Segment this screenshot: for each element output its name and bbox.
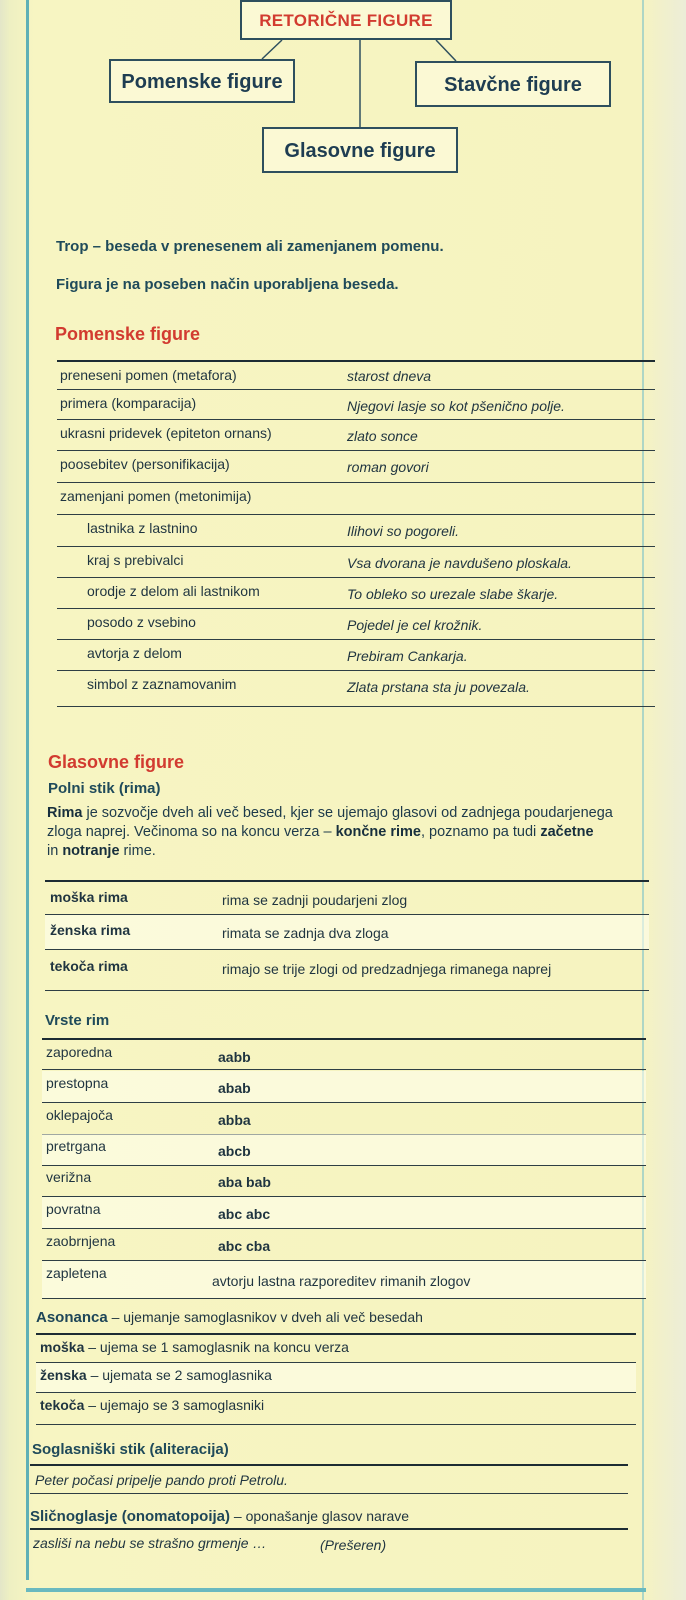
pomenske-term: poosebitev (personifikacija) (60, 456, 230, 472)
vrste-term: zaporedna (46, 1044, 113, 1060)
vrste-pattern: abab (218, 1080, 251, 1096)
vrste-pattern: abba (218, 1112, 251, 1128)
onomatopoija-desc: – oponašanje glasov narave (230, 1508, 410, 1524)
pomenske-term: simbol z zaznamovanim (87, 676, 237, 692)
rima-row (45, 951, 649, 991)
rima-row (45, 915, 649, 950)
pomenske-example: Vsa dvorana je navdušeno ploskala. (347, 555, 572, 571)
vrste-pattern: abc abc (218, 1206, 271, 1222)
pomenske-example: Zlata prstana sta ju povezala. (347, 679, 530, 695)
asonanca-row (36, 1393, 636, 1425)
pomenske-example: Prebiram Cankarja. (347, 648, 468, 664)
pomenske-row (57, 578, 655, 609)
rima-line-3a: in (47, 843, 63, 859)
vrste-term: verižna (46, 1169, 92, 1185)
trop-definition: Trop – beseda v prenesenem ali zamenjanem pomenu. (56, 238, 444, 255)
onomatopoija-example: zasliši na nebu se strašno grmenje … (33, 1535, 267, 1551)
pomenske-example: zlato sonce (347, 428, 418, 444)
koncne-rime: končne rime (335, 824, 421, 840)
pomenske-row (57, 609, 655, 640)
asonanca-desc: – ujemanje samoglasnikov v dveh ali več besedah (107, 1309, 423, 1325)
asonanca-item (40, 1367, 272, 1383)
pomenske-term: orodje z delom ali lastnikom (87, 583, 260, 599)
right-edge-stripe (642, 0, 644, 1600)
asonanca-item (40, 1339, 349, 1355)
pomenske-term: avtorja z delom (87, 645, 182, 661)
figura-definition: Figura je na poseben način uporabljena beseda. (56, 276, 399, 293)
connector-right (436, 40, 456, 61)
pomenske-row (57, 671, 655, 707)
rima-term: Rima (47, 805, 83, 821)
pomenske-row (57, 420, 655, 451)
rima-desc: rimajo se trije zlogi od predzadnjega rimanega naprej (222, 961, 552, 977)
rima-line-2b: , poznamo pa tudi (421, 824, 541, 840)
vrste-pattern: aba bab (218, 1174, 271, 1190)
pomenske-term: kraj s prebivalci (87, 552, 184, 568)
asonanca-item-term: tekoča (40, 1397, 85, 1413)
rima-type: tekoča rima (50, 958, 128, 974)
bottom-edge-stripe (26, 1588, 646, 1592)
rima-line-2a: zloga naprej. Večinoma so na koncu verza – (47, 824, 336, 840)
rima-type: moška rima (50, 889, 128, 905)
vrste-row (42, 1103, 646, 1135)
vrste-term: zaobrnjena (46, 1233, 116, 1249)
rima-desc: rima se zadnji poudarjeni zlog (222, 892, 408, 908)
pomenske-row (57, 360, 655, 390)
pomenske-row (57, 390, 655, 420)
rima-line-1: je sozvočje dveh ali več besed, kjer se ujemajo glasovi od zadnjega poudarjenega (82, 805, 613, 821)
zacetne: začetne (540, 824, 594, 840)
onomatopoija-line (30, 1508, 409, 1525)
vrste-term: povratna (46, 1201, 101, 1217)
vrste-pattern: abc cba (218, 1238, 271, 1254)
vrste-term: oklepajoča (46, 1107, 113, 1123)
connector-left (262, 40, 282, 59)
rima-type: ženska rima (50, 922, 131, 938)
pomenske-example: Pojedel je cel krožnik. (347, 617, 483, 633)
asonanca-row (36, 1363, 636, 1393)
rima-row (45, 880, 649, 915)
onomatopoija-term: Sličnoglasje (onomatopoija) (30, 1508, 231, 1525)
pomenske-title: Pomenske figure (55, 324, 201, 344)
pomenske-term: primera (komparacija) (60, 395, 197, 411)
pomenske-example: To obleko so urezale slabe škarje. (347, 586, 559, 602)
rima-line-3b: rime. (119, 843, 156, 859)
left-edge-stripe (26, 0, 29, 1580)
rima-paragraph (47, 804, 647, 861)
asonanca-term: Asonanca (36, 1309, 108, 1326)
vrste-term: pretrgana (46, 1138, 106, 1154)
asonanca-row (36, 1333, 636, 1363)
stavcne-box: Stavčne figure (415, 61, 611, 107)
pomenske-row (57, 515, 655, 547)
pomenske-row (57, 547, 655, 578)
pomenske-term: lastnika z lastnino (87, 520, 198, 536)
pomenske-row (57, 483, 655, 515)
onomatopoija-source: (Prešeren) (320, 1537, 387, 1553)
pomenske-example: roman govori (347, 459, 429, 475)
pomenske-example: Ilihovi so pogoreli. (347, 523, 460, 539)
rima-desc: rimata se zadnja dva zloga (222, 925, 389, 941)
pomenske-term: zamenjani pomen (metonimija) (60, 488, 252, 504)
vrste-row (42, 1165, 646, 1197)
asonanca-item-term: ženska (40, 1367, 87, 1383)
polni-stik-title: Polni stik (rima) (48, 780, 161, 797)
onomatopoija-row (30, 1528, 628, 1558)
pomenske-term: posodo z vsebino (87, 614, 196, 630)
pomenske-example: Njegovi lasje so kot pšenično polje. (347, 398, 565, 414)
pomenske-term: ukrasni pridevek (epiteton ornans) (60, 425, 272, 441)
aliteracija-title: Soglasniški stik (aliteracija) (32, 1441, 229, 1458)
vrste-row (42, 1229, 646, 1261)
vrste-row (42, 1261, 646, 1299)
aliteracija-row (30, 1464, 628, 1494)
glasovne-box: Glasovne figure (262, 127, 458, 173)
asonanca-item (40, 1397, 264, 1413)
vrste-term: prestopna (46, 1075, 109, 1091)
pomenske-row (57, 640, 655, 671)
vrste-row (42, 1071, 646, 1103)
vrste-pattern: avtorju lastna razporeditev rimanih zlogov (212, 1273, 471, 1289)
pomenske-term: preneseni pomen (metafora) (60, 367, 237, 383)
pomenske-example: starost dneva (347, 368, 432, 384)
vrste-row (42, 1134, 646, 1166)
asonanca-line (36, 1309, 423, 1326)
vrste-pattern: aabb (218, 1049, 251, 1065)
asonanca-item-term: moška (40, 1339, 85, 1355)
notranje: notranje (62, 843, 120, 859)
vrste-term: zapletena (46, 1265, 107, 1281)
pomenske-row (57, 451, 655, 483)
vrste-row (42, 1197, 646, 1229)
pomenske-box: Pomenske figure (109, 59, 295, 103)
asonanca-item-desc: – ujema se 1 samoglasnik na koncu verza (84, 1339, 349, 1355)
vrste-row (42, 1038, 646, 1070)
vrste-pattern: abcb (218, 1143, 251, 1159)
asonanca-item-desc: – ujemata se 2 samoglasnika (86, 1367, 272, 1383)
root-box: RETORIČNE FIGURE (240, 0, 452, 40)
asonanca-item-desc: – ujemajo se 3 samoglasniki (84, 1397, 265, 1413)
aliteracija-example: Peter počasi pripelje pando proti Petrolu. (35, 1472, 288, 1488)
glasovne-title: Glasovne figure (48, 752, 185, 772)
vrste-rim-title: Vrste rim (45, 1012, 110, 1029)
